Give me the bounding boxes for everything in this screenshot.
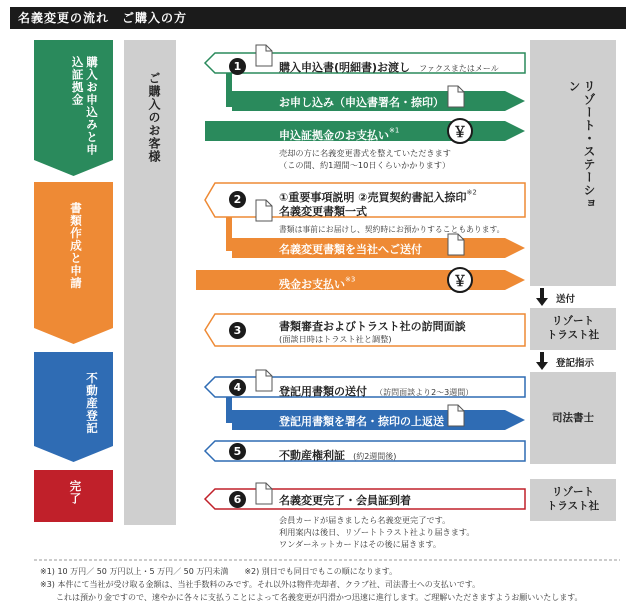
step3-title: 書類審査およびトラスト社の訪問面談 xyxy=(279,320,466,333)
step1-note-1: 売却の方に名義変更書式を整えていただきます xyxy=(279,148,451,158)
step4-title-row xyxy=(279,380,473,399)
step3-number: 3 xyxy=(229,322,246,339)
phase-label-registration: 不動産登記 xyxy=(85,372,99,435)
footnote-3: これは預かり金ですので、速やかに各々に支払うことによって名義変更が円滑かつ迅速に進行します。ご理解いただきますようお願いいたします。 xyxy=(40,593,583,602)
step2-note: 書類は事前にお届けし、契約時にお預かりすることもあります。 xyxy=(279,225,505,234)
yen-icon-step1: ￥ xyxy=(447,118,473,144)
resort-trust-box-1: リゾート トラスト社 xyxy=(530,308,616,350)
resort-station-label: リゾート・ステーション xyxy=(567,80,596,210)
step2-number: 2 xyxy=(229,191,246,208)
footnote-2: ※3) 本件にて当社が受け取る金額は、当社手数料のみです。それ以外は物件売却者、クラブ社、司法書士への支払いです。 xyxy=(40,580,481,589)
step2-balance-footnote-mark: ※3 xyxy=(345,275,356,284)
step1-deposit-label: 申込証拠金のお支払い xyxy=(279,129,389,142)
instruction-arrow-shaft xyxy=(540,352,544,362)
step4-number: 4 xyxy=(229,379,246,396)
document-icon-step4-return xyxy=(448,405,464,426)
step2-balance-label: 残金お支払い xyxy=(279,278,345,291)
resort-trust-box-2: リゾート トラスト社 xyxy=(530,479,616,521)
step5-number: 5 xyxy=(229,443,246,460)
document-icon-step6 xyxy=(256,483,272,504)
yen-icon-step2: ￥ xyxy=(447,267,473,293)
step6-title: 名義変更完了・会員証到着 xyxy=(279,494,411,507)
step4-return-label: 登記用書類を署名・捺印の上返送 xyxy=(279,415,444,428)
step1-title-note: ファクスまたはメール xyxy=(419,64,499,73)
step6-note-1: 会員カードが届きましたら名義変更完了です。 xyxy=(279,515,451,525)
send-arrow-head xyxy=(536,298,548,306)
document-icon-step2-send xyxy=(448,234,464,255)
step6-number: 6 xyxy=(229,491,246,508)
page-title: 名義変更の流れ ご購入の方 xyxy=(10,7,626,29)
send-arrow-shaft xyxy=(540,288,544,298)
customer-label: ご購入のお客様 xyxy=(147,72,161,163)
step6-note-2: 利用案内は後日、リゾートトラスト社より届きます。 xyxy=(279,527,475,537)
step1-deposit-row xyxy=(279,124,399,143)
step1-deposit-footnote-mark: ※1 xyxy=(389,126,400,135)
step2-title1-footnote-mark: ※2 xyxy=(466,188,477,197)
step5-title-row xyxy=(279,444,396,463)
step4-title: 登記用書類の送付 xyxy=(279,385,367,398)
send-label: 送付 xyxy=(556,294,576,305)
document-icon-step2 xyxy=(256,200,272,221)
step1-apply-label: お申し込み（申込書署名・捺印） xyxy=(279,96,444,109)
registration-instruction-label: 登記指示 xyxy=(556,358,595,369)
step1-title-row xyxy=(279,56,499,75)
phase-registration xyxy=(34,358,113,448)
step1-title: 購入申込書(明細書)お渡し xyxy=(279,61,411,74)
phase-documents xyxy=(34,190,113,330)
instruction-arrow-head xyxy=(536,362,548,370)
phase-label-complete: 完了 xyxy=(68,480,83,505)
step1-note-2: （この間、約1週間～10日くらいかかります） xyxy=(279,160,451,170)
step1-number: 1 xyxy=(229,58,246,75)
document-icon-step4 xyxy=(256,370,272,391)
footnote-1: ※1) 10 万円／ 50 万円以上・5 万円／ 50 万円未満 ※2) 別日でも同日でもこの順になります。 xyxy=(40,567,398,576)
step5-title: 不動産権利証 xyxy=(279,449,345,462)
document-icon-step1-apply xyxy=(448,86,464,107)
judicial-scrivener-box: 司法書士 xyxy=(530,372,616,464)
step2-balance-arrow xyxy=(196,270,525,290)
step2-title2: 名義変更書類一式 xyxy=(279,205,367,218)
step3-note: (面談日時はトラスト社と調整) xyxy=(279,334,392,344)
step2-send-label: 名義変更書類を当社へご送付 xyxy=(279,243,422,256)
step2-title1: ①重要事項説明 ②売買契約書記入捺印 xyxy=(279,191,467,204)
step4-note: （訪問面談より2～3週間） xyxy=(375,388,474,397)
document-icon-step1 xyxy=(256,45,272,66)
phase-purchase xyxy=(34,44,113,162)
phase-label-documents: 書類作成と申請 xyxy=(69,202,83,290)
step2-balance-row xyxy=(279,273,355,292)
phase-complete xyxy=(34,474,113,520)
phase-label-purchase: 購入お申込みと申込証拠金 xyxy=(70,56,99,156)
step5-note: (約2週間後) xyxy=(353,452,397,461)
step6-note-3: ワンダーネットカードはその後に届きます。 xyxy=(279,539,442,549)
